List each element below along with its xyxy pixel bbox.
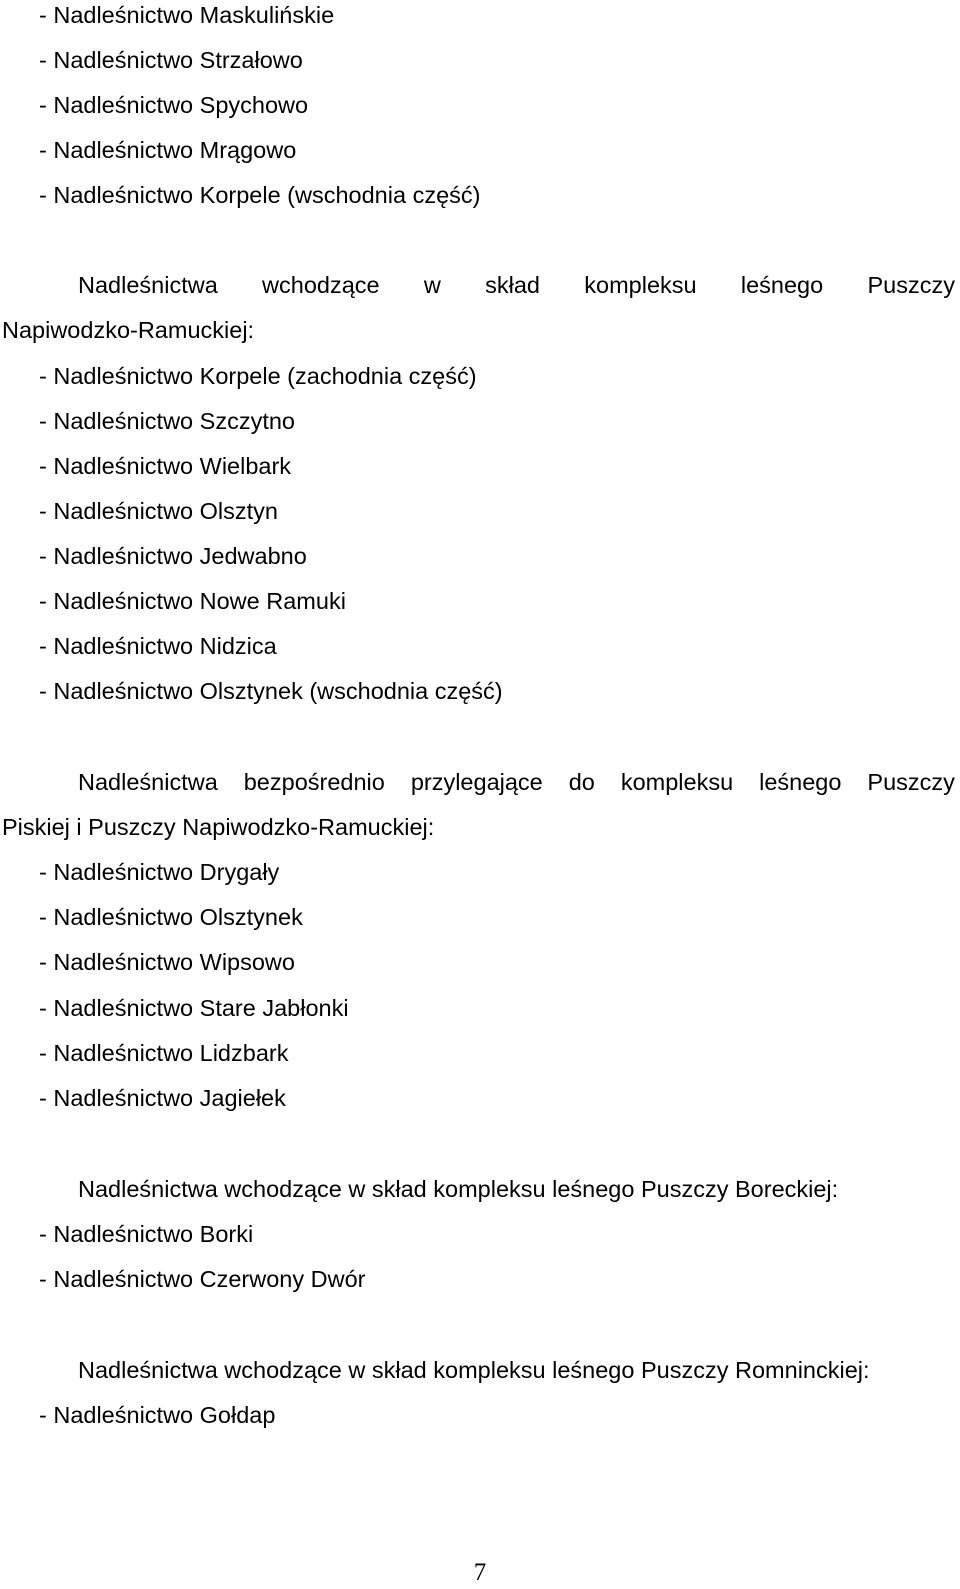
list-item: - Nadleśnictwo Stare Jabłonki bbox=[39, 995, 349, 1021]
heading-word: przylegające bbox=[410, 769, 543, 795]
heading-word: wchodzące bbox=[262, 272, 380, 298]
list-item: - Nadleśnictwo Maskulińskie bbox=[39, 2, 335, 28]
list-item: - Nadleśnictwo Strzałowo bbox=[39, 47, 303, 73]
heading-word: w bbox=[423, 272, 441, 298]
list-item: - Nadleśnictwo Jagiełek bbox=[39, 1085, 286, 1111]
list-item: - Nadleśnictwo Korpele (zachodnia część) bbox=[39, 363, 477, 389]
heading-word: Puszczy bbox=[867, 769, 955, 795]
heading-word: Nadleśnictwa bbox=[78, 769, 218, 795]
page-number: 7 bbox=[473, 1559, 487, 1586]
list-item: - Nadleśnictwo Olsztyn bbox=[39, 498, 278, 524]
section-heading: Nadleśnictwa wchodzące w skład kompleksu leśnego Puszczy Boreckiej: bbox=[78, 1176, 839, 1202]
list-item: - Nadleśnictwo Jedwabno bbox=[39, 543, 307, 569]
list-item: - Nadleśnictwo Korpele (wschodnia część) bbox=[39, 182, 481, 208]
section-heading bbox=[78, 767, 955, 797]
heading-word: leśnego bbox=[740, 272, 824, 298]
heading-word: Puszczy bbox=[867, 272, 955, 298]
heading-word: Nadleśnictwa bbox=[78, 272, 218, 298]
list-item: - Nadleśnictwo Olsztynek bbox=[39, 904, 303, 930]
heading-word: do bbox=[568, 769, 595, 795]
section-heading-continuation: Piskiej i Puszczy Napiwodzko-Ramuckiej: bbox=[2, 814, 435, 840]
heading-word: skład bbox=[485, 272, 540, 298]
list-item: - Nadleśnictwo Olsztynek (wschodnia część) bbox=[39, 678, 503, 704]
list-item: - Nadleśnictwo Wielbark bbox=[39, 453, 292, 479]
list-item: - Nadleśnictwo Nowe Ramuki bbox=[39, 588, 346, 614]
list-item: - Nadleśnictwo Wipsowo bbox=[39, 949, 295, 975]
list-item: - Nadleśnictwo Nidzica bbox=[39, 633, 277, 659]
heading-word: kompleksu bbox=[584, 272, 697, 298]
list-item: - Nadleśnictwo Gołdap bbox=[39, 1402, 276, 1428]
list-item: - Nadleśnictwo Lidzbark bbox=[39, 1040, 289, 1066]
section-heading: Nadleśnictwa wchodzące w skład kompleksu leśnego Puszczy Romninckiej: bbox=[78, 1357, 870, 1383]
heading-word: kompleksu bbox=[620, 769, 734, 795]
list-item: - Nadleśnictwo Borki bbox=[39, 1221, 254, 1247]
list-item: - Nadleśnictwo Drygały bbox=[39, 859, 280, 885]
section-heading bbox=[78, 270, 955, 300]
list-item: - Nadleśnictwo Mrągowo bbox=[39, 137, 297, 163]
list-item: - Nadleśnictwo Szczytno bbox=[39, 408, 295, 434]
heading-word: bezpośrednio bbox=[243, 769, 385, 795]
list-item: - Nadleśnictwo Spychowo bbox=[39, 92, 309, 118]
section-heading-continuation: Napiwodzko-Ramuckiej: bbox=[2, 317, 255, 343]
list-item: - Nadleśnictwo Czerwony Dwór bbox=[39, 1266, 366, 1292]
heading-word: leśnego bbox=[759, 769, 842, 795]
